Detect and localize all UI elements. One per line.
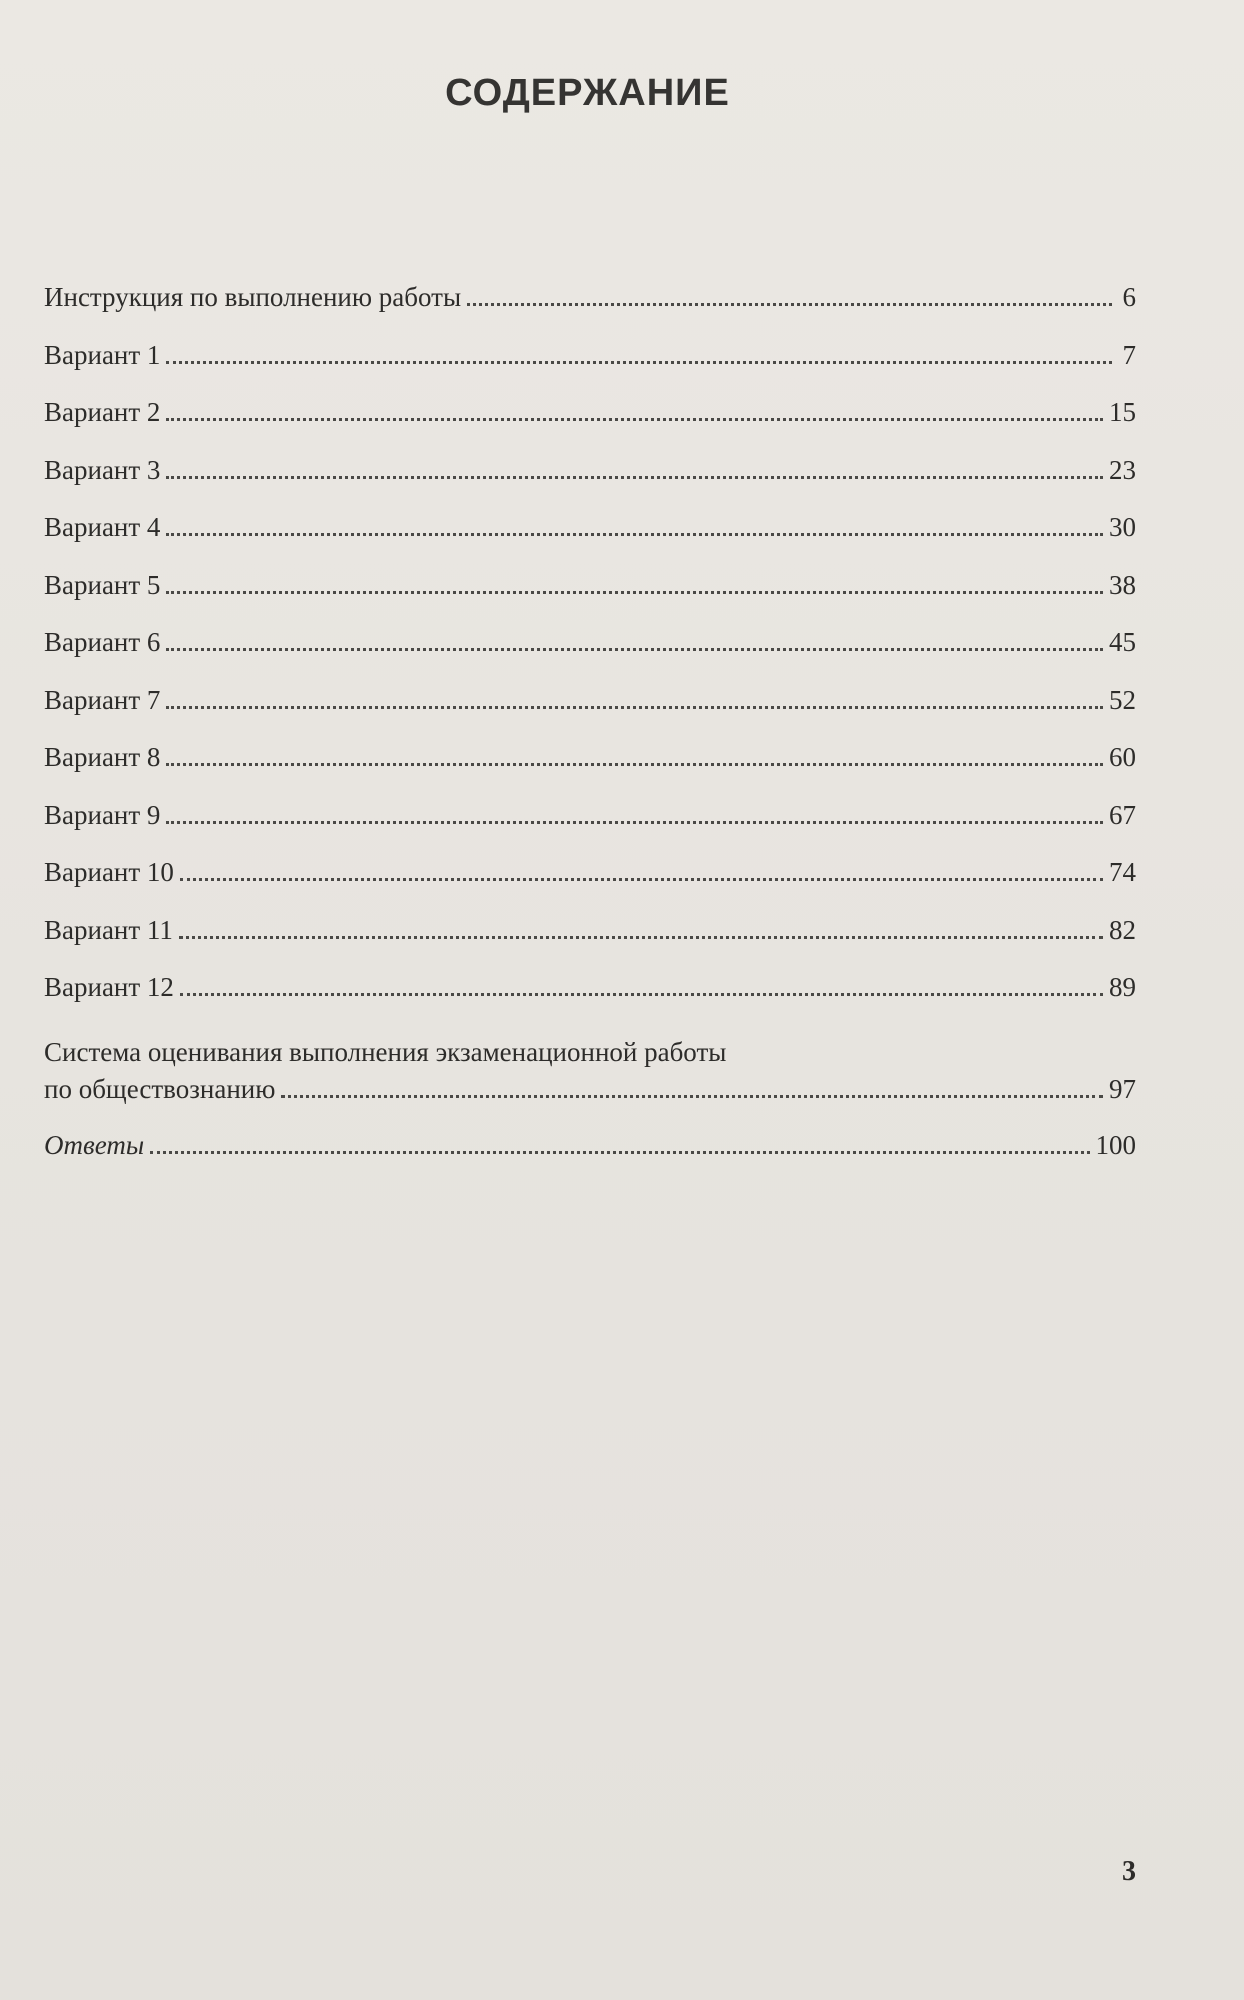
dot-leader (166, 418, 1103, 421)
toc-entry-variant-10[interactable] (44, 857, 1136, 915)
toc-entry-page: 100 (1095, 1129, 1136, 1160)
dot-leader (180, 878, 1103, 881)
toc-entry-page: 7 (1122, 339, 1136, 370)
toc-entry-variant-3[interactable] (44, 455, 1136, 513)
toc-entry-label-line1: Система оценивания выполнения экзаменационной работы (44, 1036, 727, 1067)
dot-leader (166, 821, 1103, 824)
toc-entry-page: 74 (1109, 857, 1136, 887)
dot-leader (166, 648, 1103, 651)
page-number: 3 (1122, 1856, 1136, 1887)
toc-entry-label: Вариант 9 (44, 799, 161, 830)
toc-entry-page: 30 (1109, 512, 1136, 542)
dot-leader (281, 1095, 1103, 1098)
toc-entry-page: 89 (1109, 972, 1136, 1002)
toc-entry-page: 6 (1122, 282, 1136, 312)
toc-entry-label: Вариант 2 (44, 397, 161, 427)
toc-entry-variant-8[interactable] (44, 742, 1136, 800)
toc-entry-page: 52 (1109, 684, 1136, 715)
toc-entry-answers[interactable] (44, 1130, 1136, 1188)
toc-entry-label: Вариант 10 (44, 857, 174, 887)
toc-entry-label: Вариант 4 (44, 512, 161, 542)
toc-entry-page: 38 (1109, 569, 1136, 600)
toc-entry-page: 45 (1109, 627, 1136, 657)
dot-leader (180, 993, 1103, 996)
dot-leader (166, 361, 1112, 364)
toc-entry-label: Вариант 6 (44, 627, 161, 657)
dot-leader (166, 763, 1103, 766)
toc-entry-variant-6[interactable] (44, 627, 1136, 685)
toc-entry-grading-system[interactable] (44, 1030, 1136, 1130)
toc-entry-label: Вариант 8 (44, 742, 161, 772)
toc-entry-variant-5[interactable] (44, 570, 1136, 628)
toc-entry-variant-1[interactable] (44, 340, 1136, 398)
page-title: СОДЕРЖАНИЕ (445, 72, 730, 114)
toc-entry-label: Вариант 3 (44, 454, 161, 485)
toc-entry-page: 23 (1109, 454, 1136, 485)
toc-entry-label: Вариант 12 (44, 972, 174, 1002)
toc-entry-variant-2[interactable] (44, 397, 1136, 455)
toc-entry-label: Инструкция по выполнению работы (44, 282, 462, 312)
toc-entry-variant-12[interactable] (44, 972, 1136, 1030)
toc-entry-label: Вариант 11 (44, 914, 173, 945)
toc-entry-label: Вариант 7 (44, 684, 161, 715)
dot-leader (467, 303, 1112, 306)
toc-entry-variant-4[interactable] (44, 512, 1136, 570)
toc-entry-page: 97 (1109, 1073, 1136, 1104)
toc-entry-label: Вариант 5 (44, 569, 161, 600)
toc-entry-page: 67 (1109, 799, 1136, 830)
toc-entry-label: Ответы (44, 1129, 145, 1160)
toc-entry-page: 15 (1109, 397, 1136, 427)
dot-leader (166, 706, 1103, 709)
toc-entry-instructions[interactable] (44, 282, 1136, 340)
toc-entry-variant-9[interactable] (44, 800, 1136, 858)
toc-entry-variant-7[interactable] (44, 685, 1136, 743)
dot-leader (166, 533, 1103, 536)
dot-leader (150, 1151, 1089, 1154)
dot-leader (166, 476, 1103, 479)
toc-entry-label-line2: по обществознанию (44, 1073, 276, 1104)
toc-entry-variant-11[interactable] (44, 915, 1136, 973)
toc-entry-page: 60 (1109, 742, 1136, 772)
dot-leader (179, 936, 1103, 939)
toc-entry-label: Вариант 1 (44, 339, 161, 370)
dot-leader (166, 591, 1103, 594)
table-of-contents (44, 282, 1136, 1187)
toc-entry-page: 82 (1109, 914, 1136, 945)
